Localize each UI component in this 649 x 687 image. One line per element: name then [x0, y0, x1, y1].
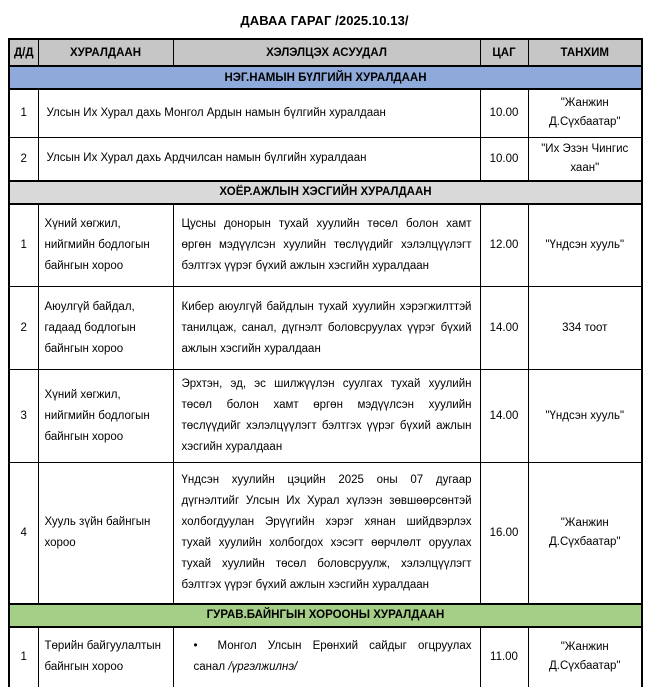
cell-time: 10.00: [480, 137, 528, 181]
section-title: ХОЁР.АЖЛЫН ХЭСГИЙН ХУРАЛДААН: [9, 181, 642, 204]
cell-time: 16.00: [480, 463, 528, 604]
table-row: [9, 89, 642, 137]
section-header-standing-committee: [9, 604, 642, 627]
page-title: ДАВАА ГАРАГ /2025.10.13/: [240, 13, 409, 28]
cell-num: 4: [9, 463, 38, 604]
agenda-bullet-item: [182, 636, 472, 678]
cell-num: 1: [9, 627, 38, 687]
agenda-note: /үргэлжилнэ/: [228, 661, 298, 673]
cell-meeting: Төрийн байгуулалтын байнгын хороо: [38, 627, 173, 687]
cell-num: 1: [9, 204, 38, 287]
cell-hall: 334 тоот: [528, 287, 642, 370]
table-row: [9, 137, 642, 181]
column-header-num: Д/Д: [9, 39, 38, 66]
column-header-time: ЦАГ: [480, 39, 528, 66]
bullet-icon: •: [193, 640, 198, 652]
cell-time: 14.00: [480, 287, 528, 370]
section-header-working-group: [9, 181, 642, 204]
cell-num: 3: [9, 370, 38, 463]
section-title: НЭГ.НАМЫН БҮЛГИЙН ХУРАЛДААН: [9, 66, 642, 89]
schedule-table: [8, 38, 643, 687]
cell-time: 10.00: [480, 89, 528, 137]
cell-agenda: Эрхтэн, эд, эс шилжүүлэн суулгах тухай хуулийн төсөл болон хамт өргөн мэдүүлсэн хуулийн төслүүдийг хэлэлцүүлэгт бэлтгэх үүрэг бүхий ажлын хэсгийн хуралдаан: [173, 370, 480, 463]
cell-hall: "Үндсэн хууль": [528, 370, 642, 463]
table-row: [9, 463, 642, 604]
cell-hall: "Их Эзэн Чингис хаан": [528, 137, 642, 181]
cell-time: 14.00: [480, 370, 528, 463]
cell-meeting: Хүний хөгжил, нийгмийн бодлогын байнгын хороо: [38, 370, 173, 463]
cell-num: 2: [9, 137, 38, 181]
cell-meeting: Аюулгүй байдал, гадаад бодлогын байнгын хороо: [38, 287, 173, 370]
table-header-row: [9, 39, 642, 66]
table-row: [9, 204, 642, 287]
cell-meeting-agenda: Улсын Их Хурал дахь Монгол Ардын намын бүлгийн хуралдаан: [38, 89, 480, 137]
cell-agenda: Кибер аюулгүй байдлын тухай хуулийн хэрэгжилттэй танилцаж, санал, дүгнэлт боловсруулах үүрэг бүхий ажлын хэсгийн хуралдаан: [173, 287, 480, 370]
section-header-party-group: [9, 66, 642, 89]
cell-num: 2: [9, 287, 38, 370]
table-row: [9, 370, 642, 463]
cell-hall: "Жанжин Д.Сүхбаатар": [528, 463, 642, 604]
cell-hall: "Жанжин Д.Сүхбаатар": [528, 89, 642, 137]
table-row: [9, 287, 642, 370]
cell-agenda: Үндсэн хуулийн цэцийн 2025 оны 07 дугаар дүгнэлтийг Улсын Их Хурал хүлээн зөвшөөрсөнтэй холбогдуулан Эрүүгийн хэрэг хянан шийдвэрлэх тухай хуулийн холбогдох хэсэгт өөрчлөлт оруулах тухай хуулийн төсөл боловсруулж, хэлэлцүүлэгт бэлтгэх үүрэг бүхий ажлын хэсгийн хуралдаан: [173, 463, 480, 604]
column-header-meeting: ХУРАЛДААН: [38, 39, 173, 66]
cell-agenda: [173, 627, 480, 687]
cell-time: 12.00: [480, 204, 528, 287]
agenda-text: Монгол Улсын Ерөнхий сайдыг огцруулах санал: [193, 640, 472, 673]
cell-meeting-agenda: Улсын Их Хурал дахь Ардчилсан намын бүлгийн хуралдаан: [38, 137, 480, 181]
section-title: ГУРАВ.БАЙНГЫН ХОРООНЫ ХУРАЛДААН: [9, 604, 642, 627]
cell-meeting: Хууль зүйн байнгын хороо: [38, 463, 173, 604]
cell-meeting: Хүний хөгжил, нийгмийн бодлогын байнгын хороо: [38, 204, 173, 287]
column-header-agenda: ХЭЛЭЛЦЭХ АСУУДАЛ: [173, 39, 480, 66]
cell-num: 1: [9, 89, 38, 137]
table-row: [9, 627, 642, 687]
cell-hall: "Үндсэн хууль": [528, 204, 642, 287]
column-header-hall: ТАНХИМ: [528, 39, 642, 66]
cell-agenda: Цусны донорын тухай хуулийн төсөл болон хамт өргөн мэдүүлсэн хуулийн төслүүдийг хэлэлцүүлэгт бэлтгэх үүрэг бүхий ажлын хэсгийн хуралдаан: [173, 204, 480, 287]
cell-time: 11.00: [480, 627, 528, 687]
cell-hall: "Жанжин Д.Сүхбаатар": [528, 627, 642, 687]
